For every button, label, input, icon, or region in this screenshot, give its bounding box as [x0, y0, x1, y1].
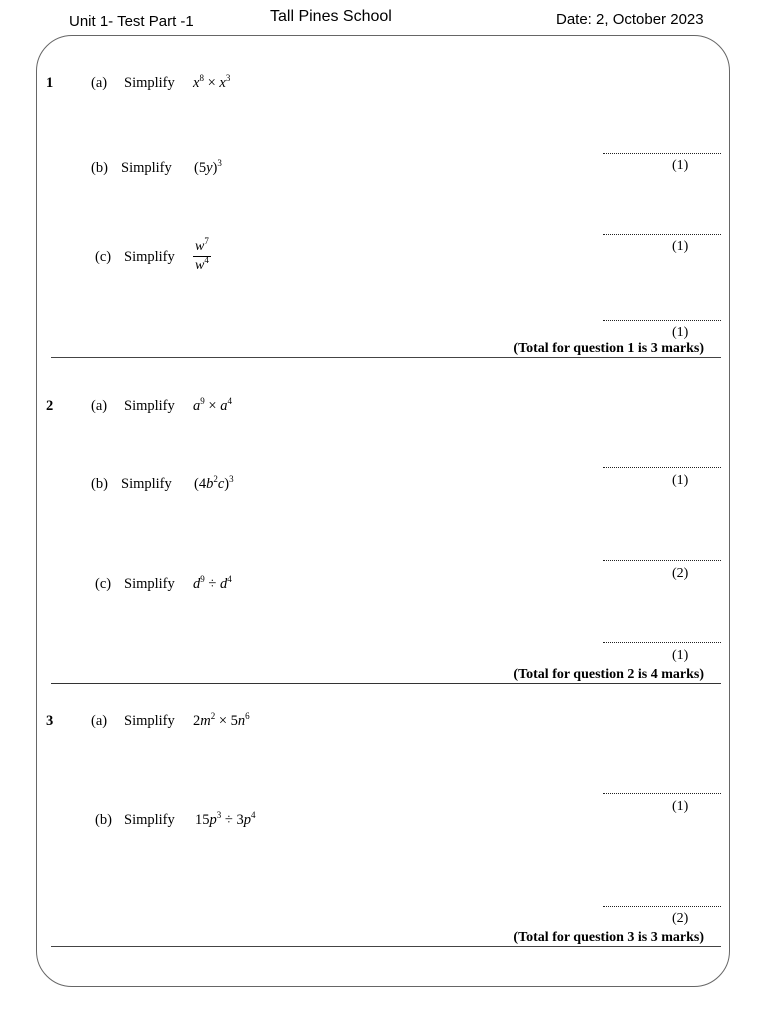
q1c-answer-line[interactable] [603, 320, 721, 321]
q1b-answer-line[interactable] [603, 234, 721, 235]
question-3-number: 3 [46, 713, 54, 729]
q2c-expression: $d^9 \div d^4$ [193, 574, 232, 592]
q2c-instruction: Simplify [124, 576, 175, 592]
q2a-instruction: Simplify [124, 398, 175, 414]
question-2-number: 2 [46, 398, 54, 414]
q2-total: (Total for question 2 is 4 marks) [513, 667, 704, 682]
q1b-expression: $(5y)^3$ [194, 158, 222, 176]
q2a-expression: $a^9 \times a^4$ [193, 396, 232, 414]
q2b-marks: (2) [672, 566, 689, 581]
q3b-instruction: Simplify [124, 812, 175, 828]
q1a-label: (a) [91, 75, 108, 91]
q1-total: (Total for question 1 is 3 marks) [513, 341, 704, 356]
q3b-answer-line[interactable] [603, 906, 721, 907]
q3a-instruction: Simplify [124, 713, 175, 729]
q2c-answer-line[interactable] [603, 642, 721, 643]
q2c-marks: (1) [672, 648, 689, 663]
header-unit-title: Unit 1- Test Part -1 [69, 13, 194, 30]
q1a-answer-line[interactable] [603, 153, 721, 154]
q1a-marks: (1) [672, 158, 689, 173]
q2b-instruction: Simplify [121, 476, 172, 492]
q2b-label: (b) [91, 476, 108, 492]
question-1-number: 1 [46, 75, 54, 91]
q1c-label: (c) [95, 249, 112, 265]
q2a-marks: (1) [672, 473, 689, 488]
page-border [36, 35, 730, 987]
q2-divider [51, 683, 721, 684]
q1a-expression: $x^8 \times x^3$ [193, 73, 231, 91]
q3b-marks: (2) [672, 911, 689, 926]
q3-total: (Total for question 3 is 3 marks) [513, 930, 704, 945]
q1a-instruction: Simplify [124, 75, 175, 91]
q2b-expression: $(4b^2c)^3$ [194, 474, 234, 492]
q2c-label: (c) [95, 576, 112, 592]
header-school-name: Tall Pines School [270, 8, 392, 25]
q3b-label: (b) [95, 812, 112, 828]
q2a-answer-line[interactable] [603, 467, 721, 468]
q3a-answer-line[interactable] [603, 793, 721, 794]
q3a-marks: (1) [672, 799, 689, 814]
q1b-label: (b) [91, 160, 108, 176]
q3b-expression: $15p^3 \div 3p^4$ [195, 810, 256, 828]
q3a-expression: $2m^2 \times 5n^6$ [193, 711, 250, 729]
q1c-marks: (1) [672, 325, 689, 340]
header-date: Date: 2, October 2023 [556, 11, 704, 28]
q1b-marks: (1) [672, 239, 689, 254]
q1b-instruction: Simplify [121, 160, 172, 176]
q3a-label: (a) [91, 713, 108, 729]
q1c-instruction: Simplify [124, 249, 175, 265]
q2b-answer-line[interactable] [603, 560, 721, 561]
q2a-label: (a) [91, 398, 108, 414]
q3-divider [51, 946, 721, 947]
q1c-fraction: $w^7$ $w^4$ [195, 236, 209, 273]
q1-divider [51, 357, 721, 358]
